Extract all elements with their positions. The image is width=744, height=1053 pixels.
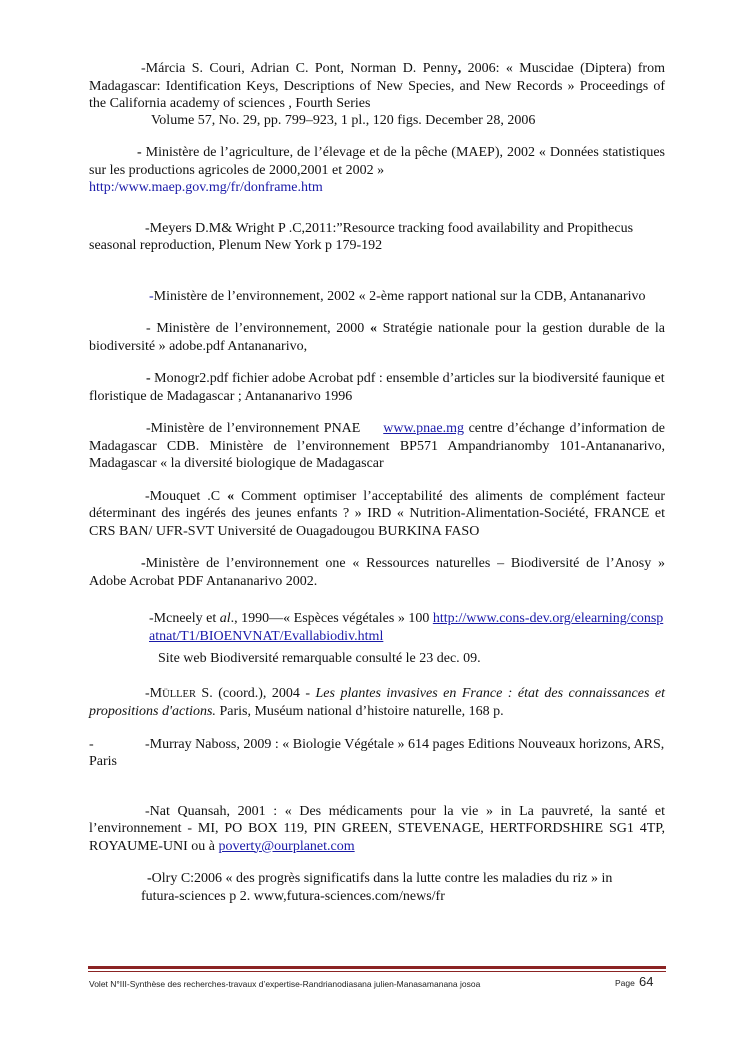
reference-olry-line2 [89, 888, 665, 906]
ref-anosy-text: Ministère de l’environnement one « Ressources naturelles – Biodiversité de l’Anosy » Adobe Acrobat PDF Antananarivo 2002. [89, 556, 665, 589]
footer-rule-thin [88, 971, 666, 972]
ref-couri-text: 2006: « Muscidae (Diptera) from Madagascar: Identification Keys, Descriptions of New Species, and New Records » Proceedings of the California academy of sciences , Fourth Series [89, 61, 665, 111]
ref-monogr2-text: Monogr2.pdf fichier adobe Acrobat pdf : ensemble d’articles sur la biodiversité faunique et floristique de Madagascar ; Antananarivo 1996 [89, 371, 665, 404]
reference-mouquet [89, 488, 665, 541]
ref-mcneely-lead: -Mcneely et [149, 611, 220, 626]
page-label: Page [615, 978, 635, 988]
reference-list [89, 60, 665, 905]
ref-monogr2-dash: - [146, 371, 155, 386]
ref-mcneely-al: al [219, 611, 231, 626]
footer-text: Volet N°III-Synthèse des recherches-travaux d’expertise-Randrianodiasana julien-Manasamanana josoa [89, 979, 481, 989]
reference-mcneely-note [89, 650, 665, 668]
reference-environment-2000 [89, 320, 665, 355]
ref-mouquet-quote: « [227, 488, 235, 504]
ref-muller-text: Paris, Muséum national d’histoire naturelle, 168 p. [215, 704, 504, 719]
ref-env2002-dash: - [149, 288, 154, 304]
ref-muller-sc: ÜLLER [162, 688, 196, 700]
reference-olry [89, 870, 665, 888]
reference-maep [89, 144, 665, 197]
ref-env2000-lead: - Ministère de l’environnement, 2000 [146, 321, 370, 336]
ref-mcneely-mid: ., 1990—« Espèces végétales » 100 [230, 611, 433, 626]
reference-pnae [89, 420, 665, 473]
ref-env2000-quote: « [369, 321, 377, 336]
reference-meyers [89, 220, 665, 255]
ref-couri-authors: -Márcia S. Couri, Adrian C. Pont, Norman D. Penny [141, 61, 458, 76]
cons-dev-link[interactable]: http://www.cons-dev.org/elearning/conspatnat/T1/BIOENVNAT/Evallabiodiv.html [149, 611, 664, 644]
ref-couri-volume-text: Volume 57, No. 29, pp. 799–923, 1 pl., 120 figs. December 28, 2006 [151, 113, 536, 128]
reference-couri-volume [89, 112, 665, 129]
ref-murray-text: -Murray Naboss, 2009 : « Biologie Végétale » 614 pages Editions Nouveaux horizons, ARS, Paris [89, 736, 665, 769]
ref-maep-text: Ministère de l’agriculture, de l’élevage et de la pêche (MAEP), 2002 « Données statistiques sur les productions agricoles de 2000,2001 et 2002 » [89, 145, 665, 178]
reference-quansah [89, 803, 665, 856]
ref-pnae-text: centre d’échange d’information de Madagascar CDB. Ministère de l’environnement BP571 Ampandrianomby 101-Antananarivo, Madagascar « la diversité biologique de Madagascar [89, 421, 665, 471]
page-number: 64 [639, 974, 654, 989]
ref-pnae-lead: -Ministère de l’environnement PNAE [146, 421, 365, 436]
reference-muller [89, 685, 665, 721]
ref-env2000-text: Stratégie nationale pour la gestion durable de la biodiversité » adobe.pdf Antananarivo, [89, 321, 665, 354]
ref-olry-text: Olry C:2006 « des progrès significatifs dans la lutte contre les maladies du riz » in [151, 871, 613, 886]
reference-anosy [89, 555, 665, 590]
maep-link[interactable]: http:/www.maep.gov.mg/fr/donframe.htm [89, 180, 323, 195]
ref-quansah-text: -Nat Quansah, 2001 : « Des médicaments pour la vie » in La pauvreté, la santé et l’environnement - MI, PO BOX 119, PIN GREEN, STEVENAGE, HERTFORDSHIRE SG1 4TP, ROYAUME-UNI ou à [89, 803, 665, 854]
ref-anosy-dash: - [141, 556, 146, 571]
reference-environment-2002 [89, 288, 665, 306]
reference-couri [89, 60, 665, 112]
ref-meyers-text: -Meyers D.M& Wright P .C,2011:”Resource tracking food availability and Propithecus seasonal reproduction, Plenum New York p 179-192 [89, 220, 634, 253]
ref-mouquet-lead: -Mouquet .C [145, 488, 228, 504]
ref-muller-lead: -M [145, 685, 163, 701]
ref-olry-dash: - [147, 871, 152, 886]
ref-muller-mid: S. (coord.), 2004 - [195, 685, 316, 701]
ref-murray-dash: - [89, 736, 94, 752]
ref-olry-line2-text: futura-sciences p 2. www,futura-sciences.com/news/fr [141, 888, 445, 904]
ref-couri-comma: , [457, 61, 462, 76]
poverty-email-link[interactable]: poverty@ourplanet.com [218, 838, 355, 854]
reference-mcneely [89, 610, 665, 645]
ref-muller-title: Les plantes invasives en France : état des connaissances et propositions d'actions. [89, 685, 665, 719]
ref-env2002-text: Ministère de l’environnement, 2002 « 2-ème rapport national sur la CDB, Antananarivo [153, 288, 646, 304]
ref-maep-dash: - [137, 145, 146, 160]
footer-rule-thick [88, 966, 666, 969]
ref-mcneely-note-text: Site web Biodiversité remarquable consulté le 23 dec. 09. [158, 651, 481, 666]
ref-mouquet-text: Comment optimiser l’acceptabilité des aliments de complément facteur déterminant des ingérés des jeunes enfants ? » IRD « Nutrition-Alimentation-Société, FRANCE et CRS BAN/ UFR-SVT Université de Ouagadougou BURKINA FASO [89, 488, 665, 539]
reference-monogr2 [89, 370, 665, 405]
pnae-link[interactable]: www.pnae.mg [383, 421, 464, 436]
reference-murray [89, 736, 665, 771]
